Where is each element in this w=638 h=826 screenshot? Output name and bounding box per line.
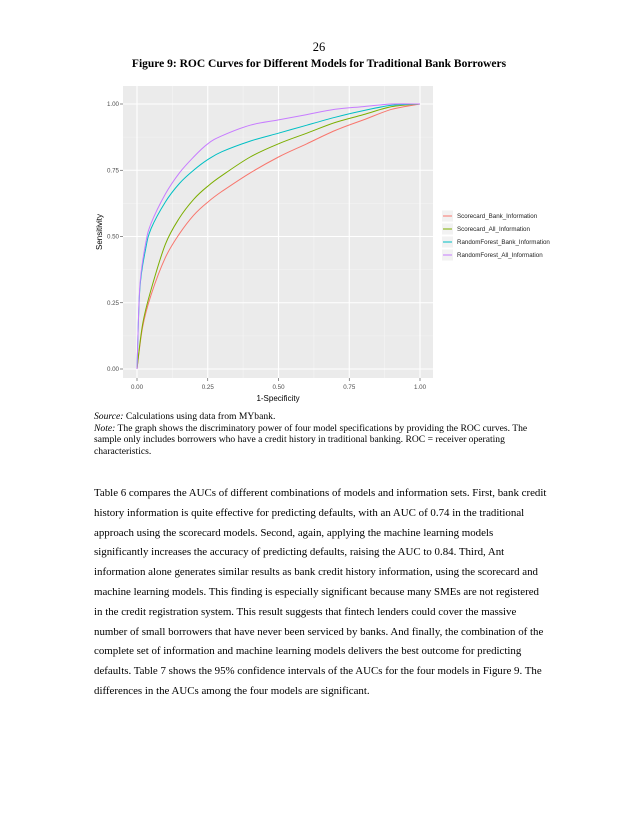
source-line (94, 411, 554, 423)
x-tick-label: 0.00 (130, 384, 144, 391)
y-tick-label: 0.50 (106, 233, 119, 241)
x-tick-label: 1.00 (413, 384, 427, 391)
source-label: Source: (94, 411, 124, 422)
note-line (94, 423, 554, 458)
note-label: Note: (94, 422, 116, 434)
y-tick-label: 0.75 (106, 167, 119, 175)
legend-label: Scorecard_All_Information (457, 226, 530, 234)
x-tick-label: 0.25 (201, 384, 214, 391)
y-tick-label: 0.25 (106, 299, 119, 307)
x-tick-label: 0.50 (272, 384, 285, 391)
y-axis-label: Sensitivity (95, 213, 104, 251)
chart-legend (442, 211, 550, 261)
roc-chart (92, 86, 572, 404)
page-number: 26 (312, 40, 326, 54)
source-text: Calculations using data from MYbank. (123, 411, 276, 422)
figure-title: Figure 9: ROC Curves for Different Models for Traditional Bank Borrowers (131, 58, 507, 70)
legend-label: RandomForest_All_Information (457, 252, 543, 260)
legend-label: Scorecard_Bank_Information (457, 213, 538, 221)
body-paragraph: Table 6 compares the AUCs of different combinations of models and information sets. First, bank credit history information is quite effective for predicting defaults, with an AUC of 0.74 in the traditional approach using the scorecard models. Second, again, applying the machine learning models significantly increases the accuracy of predicting defaults, raising the AUC to 0.84. Third, Ant information alone generates similar results as bank credit history information, using the scorecard and machine learning models. This finding is especially significant because many SMEs are not registered in the credit registration system. This result suggests that fintech lenders could cover the massive number of small borrowers that have never been serviced by banks. And finally, the combination of the complete set of information and machine learning models delivers the best outcome for predicting defaults. Table 7 shows the 95% confidence intervals of the AUCs for the four models in Figure 9. The differences in the AUCs among the four models are significant. (94, 487, 547, 697)
x-tick-label: 0.75 (343, 384, 356, 391)
y-tick-label: 1.00 (106, 101, 119, 109)
y-tick-label: 0.00 (106, 366, 119, 374)
figure-notes (94, 411, 554, 457)
legend-label: RandomForest_Bank_Information (457, 239, 550, 247)
x-axis-label: 1-Specificity (256, 394, 300, 403)
note-text: The graph shows the discriminatory power of four model specifications by providing the ROC curves. The sample only includes borrowers who have a credit history in traditional banking. ROC = receiver operating characteristics. (94, 422, 528, 457)
